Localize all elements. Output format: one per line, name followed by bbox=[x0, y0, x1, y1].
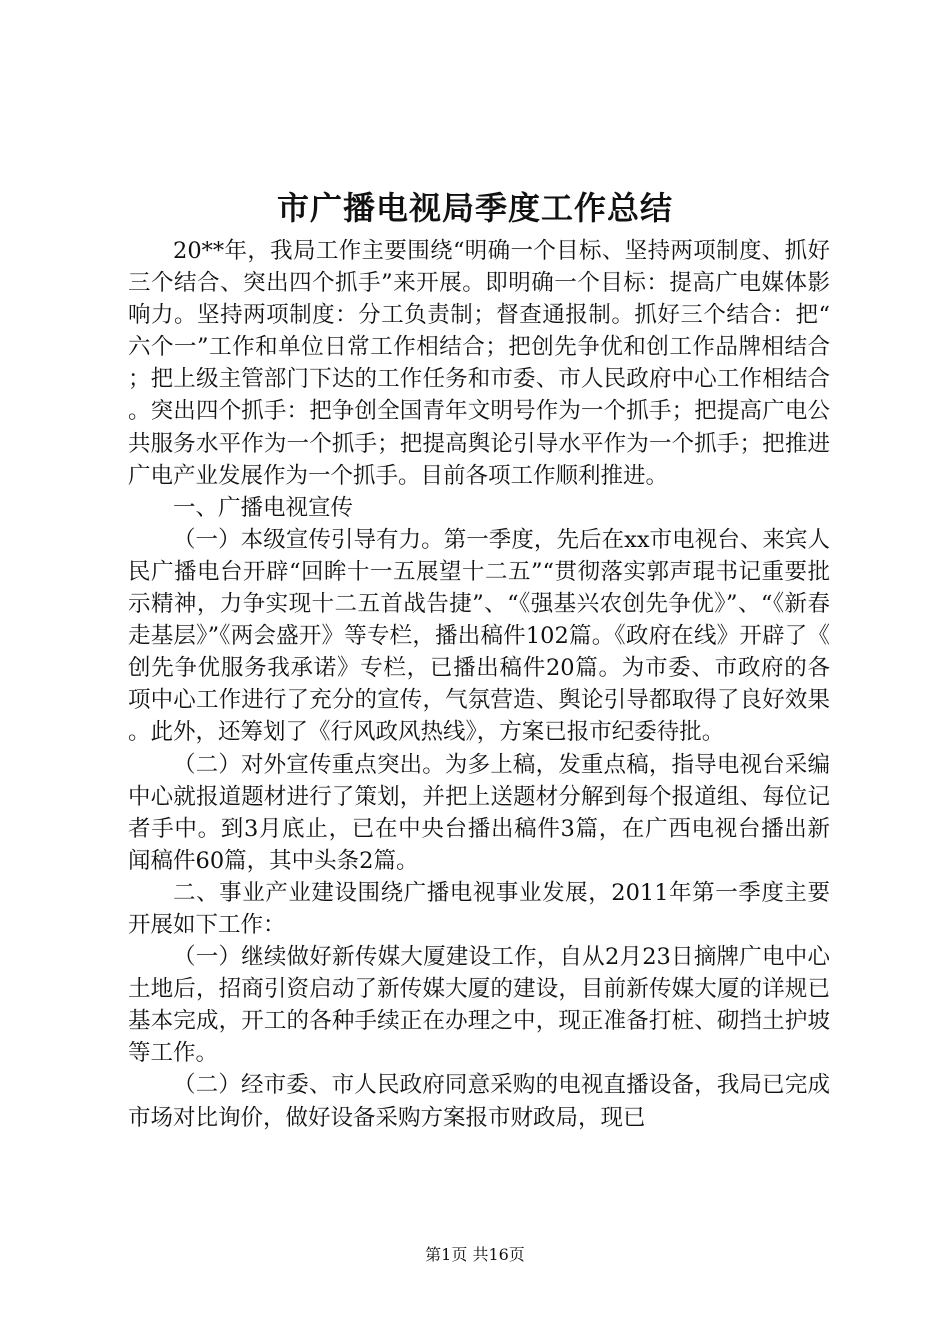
page-number-footer: 第1页 共16页 bbox=[425, 1245, 525, 1264]
intro-paragraph: 20**年，我局工作主要围绕“明确一个目标、坚持两项制度、抓好三个结合、突出四个抓手”来开展。即明确一个目标：提高广电媒体影响力。坚持两项制度：分工负责制；督查通报制。抓好三个结合：把“六个一”工作和单位日常工作相结合；把创先争优和创工作品牌相结合；把上级主管部门下达的工作任务和市委、市人民政府中心工作相结合。突出四个抓手：把争创全国青年文明号作为一个抓手；把提高广电公共服务水平作为一个抓手；把提高舆论引导水平作为一个抓手；把推进广电产业发展作为一个抓手。目前各项工作顺利推进。 bbox=[128, 238, 830, 489]
document-body bbox=[128, 235, 830, 1134]
paragraph-equipment-purchase: （二）经市委、市人民政府同意采购的电视直播设备，我局已完成市场对比询价，做好设备采购方案报市财政局，现已 bbox=[128, 1072, 830, 1131]
section-heading-broadcast-publicity: 一、广播电视宣传 bbox=[173, 494, 354, 521]
document-title: 市广播电视局季度工作总结 bbox=[276, 189, 673, 227]
paragraph-local-publicity: （一）本级宣传引导有力。第一季度，先后在xx市电视台、来宾人民广播电台开辟“回眸十一五展望十二五”“贯彻落实郭声琨书记重要批示精神，力争实现十二五首战告捷”、“《强基兴农创先争优》”、“《新春走基层》”《两会盛开》等专栏，播出稿件102篇。《政府在线》开辟了《创先争优服务我承诺》专栏，已播出稿件20篇。为市委、市政府的各项中心工作进行了充分的宣传，气氛营造、舆论引导都取得了良好效果。此外，还筹划了《行风政风热线》，方案已报市纪委待批。 bbox=[128, 526, 830, 746]
paragraph-media-building: （一）继续做好新传媒大厦建设工作，自从2月23日摘牌广电中心土地后，招商引资启动了新传媒大厦的建设，目前新传媒大厦的详规已基本完成，开工的各种手续正在办理之中，现正准备打桩、砌挡土护坡等工作。 bbox=[128, 944, 830, 1067]
paragraph-external-publicity: （二）对外宣传重点突出。为多上稿，发重点稿，指导电视台采编中心就报道题材进行了策划，并把上送题材分解到每个报道组、每位记者手中。到3月底止，已在中央台播出稿件3篇，在广西电视台播出新闻稿件60篇，其中头条2篇。 bbox=[128, 751, 830, 874]
paragraph-industry-construction: 二、事业产业建设围绕广播电视事业发展，2011年第一季度主要开展如下工作： bbox=[128, 879, 830, 938]
